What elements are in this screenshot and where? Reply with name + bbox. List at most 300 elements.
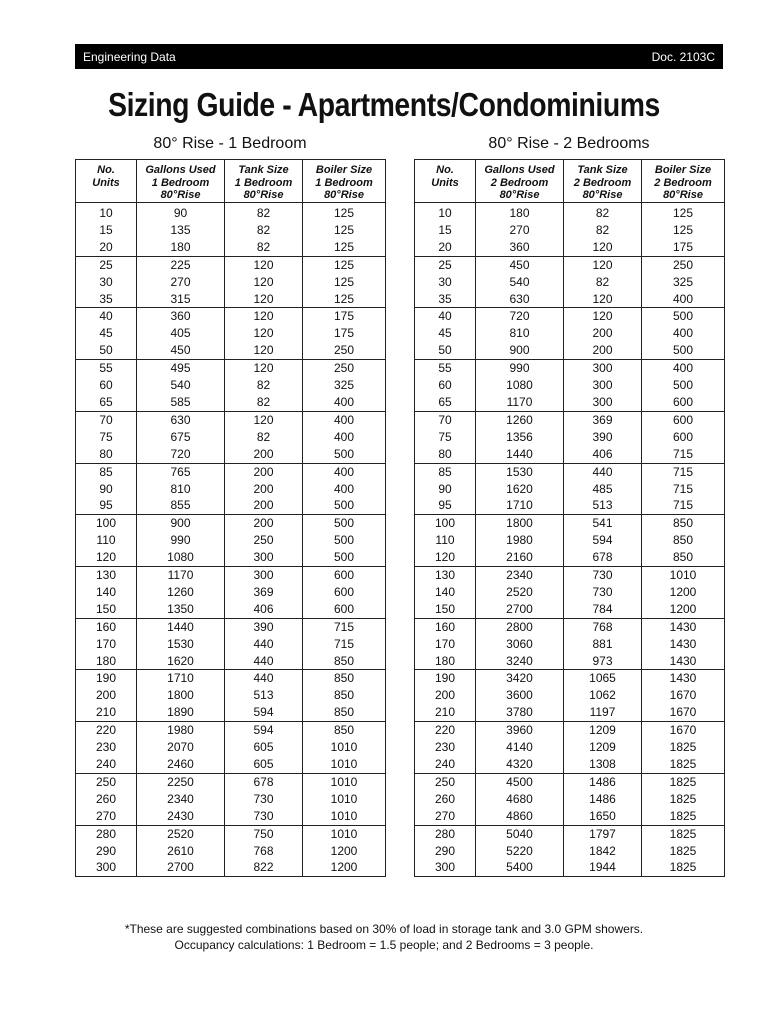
- table-cell: 1797: [564, 825, 642, 842]
- table-row: [76, 446, 386, 463]
- table-cell: 440: [225, 670, 303, 687]
- table-row: [76, 704, 386, 721]
- table-row: [76, 859, 386, 876]
- table-row: [415, 549, 725, 566]
- table-cell: 270: [76, 808, 137, 825]
- table-row: [415, 653, 725, 670]
- column-header-line: Gallons Used: [484, 164, 555, 176]
- table-cell: 730: [225, 808, 303, 825]
- table-cell: 120: [225, 342, 303, 359]
- table-cell: 1980: [476, 532, 564, 549]
- table-1-subtitle: 80° Rise - 1 Bedroom: [153, 135, 307, 152]
- table-cell: 130: [415, 567, 476, 584]
- column-header-line: 80°Rise: [243, 189, 284, 201]
- table-row: [415, 567, 725, 584]
- table-cell: 1010: [303, 825, 386, 842]
- table-cell: 715: [642, 463, 725, 480]
- column-header-line: Boiler Size: [654, 164, 712, 176]
- table-cell: 70: [76, 411, 137, 428]
- table-cell: 95: [76, 497, 137, 514]
- table-cell: 2800: [476, 618, 564, 635]
- table-cell: 270: [476, 222, 564, 239]
- table-row: [415, 722, 725, 739]
- table-cell: 1620: [137, 653, 225, 670]
- table-header-row: [76, 160, 386, 203]
- table-cell: 810: [137, 481, 225, 498]
- table-cell: 500: [303, 515, 386, 532]
- table-cell: 220: [415, 722, 476, 739]
- table-cell: 540: [137, 377, 225, 394]
- table-cell: 180: [476, 205, 564, 222]
- table-row: [76, 342, 386, 359]
- table-cell: 594: [225, 704, 303, 721]
- table-cell: 1430: [642, 618, 725, 635]
- table-cell: 120: [225, 256, 303, 273]
- table-row: [76, 653, 386, 670]
- table-cell: 600: [642, 429, 725, 446]
- table-cell: 120: [564, 256, 642, 273]
- table-cell: 2250: [137, 773, 225, 790]
- table-cell: 250: [303, 342, 386, 359]
- table-cell: 120: [225, 360, 303, 377]
- table-cell: 440: [225, 636, 303, 653]
- table-cell: 678: [564, 549, 642, 566]
- table-cell: 325: [303, 377, 386, 394]
- column-header-line: 80°Rise: [324, 189, 364, 201]
- table-cell: 200: [564, 325, 642, 342]
- table-cell: 60: [76, 377, 137, 394]
- table-cell: 240: [415, 756, 476, 773]
- table-cell: 110: [76, 532, 137, 549]
- table-cell: 290: [76, 843, 137, 860]
- document-number: Doc. 2103C: [651, 49, 715, 64]
- table-cell: 130: [76, 567, 137, 584]
- table-cell: 80: [415, 446, 476, 463]
- table-cell: 1080: [137, 549, 225, 566]
- table-cell: 850: [303, 722, 386, 739]
- table-cell: 1010: [303, 791, 386, 808]
- table-cell: 715: [303, 636, 386, 653]
- table-row: [415, 859, 725, 876]
- table-cell: 4320: [476, 756, 564, 773]
- table-cell: 1260: [137, 584, 225, 601]
- table-row: [415, 291, 725, 308]
- table-row: [415, 429, 725, 446]
- table-cell: 2700: [476, 601, 564, 618]
- table-row: [415, 239, 725, 256]
- table-cell: 55: [76, 360, 137, 377]
- table-row: [76, 360, 386, 377]
- table-cell: 1197: [564, 704, 642, 721]
- table-cell: 1170: [476, 394, 564, 411]
- table-cell: 82: [225, 205, 303, 222]
- table-cell: 2520: [476, 584, 564, 601]
- table-row: [415, 515, 725, 532]
- table-cell: 120: [225, 274, 303, 291]
- table-cell: 260: [76, 791, 137, 808]
- table-cell: 300: [564, 377, 642, 394]
- table-cell: 40: [415, 308, 476, 325]
- table-cell: 175: [303, 308, 386, 325]
- column-header-line: 2 Bedroom: [490, 176, 549, 189]
- table-cell: 1010: [303, 773, 386, 790]
- table-cell: 25: [415, 256, 476, 273]
- table-cell: 881: [564, 636, 642, 653]
- table-cell: 1200: [642, 601, 725, 618]
- table-cell: 230: [76, 739, 137, 756]
- table-cell: 495: [137, 360, 225, 377]
- table-cell: 720: [476, 308, 564, 325]
- table-row: [76, 808, 386, 825]
- table-cell: 440: [564, 463, 642, 480]
- table-cell: 35: [415, 291, 476, 308]
- table-cell: 600: [642, 394, 725, 411]
- table-row: [415, 256, 725, 273]
- table-cell: 1825: [642, 756, 725, 773]
- table-cell: 200: [225, 481, 303, 498]
- table-cell: 485: [564, 481, 642, 498]
- column-header-line: 2 Bedroom: [573, 176, 632, 189]
- table-cell: 160: [76, 618, 137, 635]
- table-cell: 1010: [303, 808, 386, 825]
- table-cell: 125: [303, 239, 386, 256]
- column-header: [225, 160, 303, 203]
- table-cell: 50: [76, 342, 137, 359]
- table-cell: 678: [225, 773, 303, 790]
- table-cell: 730: [225, 791, 303, 808]
- table-row: [76, 532, 386, 549]
- table-cell: 35: [76, 291, 137, 308]
- column-header: [564, 160, 642, 203]
- table-cell: 250: [225, 532, 303, 549]
- table-cell: 2070: [137, 739, 225, 756]
- table-cell: 125: [303, 205, 386, 222]
- table-cell: 500: [642, 342, 725, 359]
- table-row: [415, 756, 725, 773]
- table-row: [76, 394, 386, 411]
- table-row: [415, 825, 725, 842]
- table-row: [76, 325, 386, 342]
- table-cell: 3780: [476, 704, 564, 721]
- table-row: [76, 515, 386, 532]
- table-cell: 850: [642, 532, 725, 549]
- table-cell: 125: [303, 222, 386, 239]
- table-cell: 1980: [137, 722, 225, 739]
- table-cell: 784: [564, 601, 642, 618]
- table-cell: 540: [476, 274, 564, 291]
- table-row: [76, 773, 386, 790]
- table-row: [76, 256, 386, 273]
- table-cell: 1825: [642, 808, 725, 825]
- table-cell: 715: [642, 446, 725, 463]
- column-header: [642, 160, 725, 203]
- table-cell: 1710: [137, 670, 225, 687]
- table-cell: 20: [76, 239, 137, 256]
- table-cell: 850: [642, 549, 725, 566]
- table-cell: 120: [225, 291, 303, 308]
- table-row: [415, 739, 725, 756]
- sizing-table-2-bedrooms: [414, 159, 725, 877]
- table-cell: 260: [415, 791, 476, 808]
- table-cell: 1800: [137, 687, 225, 704]
- table-row: [76, 205, 386, 222]
- column-header-line: Tank Size: [238, 164, 289, 176]
- table-cell: 3240: [476, 653, 564, 670]
- table-cell: 600: [303, 584, 386, 601]
- column-header-line: No.: [97, 164, 115, 176]
- table-cell: 4140: [476, 739, 564, 756]
- table-cell: 240: [76, 756, 137, 773]
- table-row: [415, 687, 725, 704]
- table-cell: 1670: [642, 687, 725, 704]
- table-cell: 50: [415, 342, 476, 359]
- table-row: [415, 481, 725, 498]
- table-cell: 390: [225, 618, 303, 635]
- table-cell: 1842: [564, 843, 642, 860]
- table-cell: 82: [225, 377, 303, 394]
- table-cell: 1065: [564, 670, 642, 687]
- table-cell: 822: [225, 859, 303, 876]
- table-cell: 600: [303, 567, 386, 584]
- table-cell: 20: [415, 239, 476, 256]
- table-row: [415, 773, 725, 790]
- table-cell: 2340: [476, 567, 564, 584]
- page-title: Sizing Guide - Apartments/Condominiums: [108, 86, 660, 123]
- table-cell: 110: [415, 532, 476, 549]
- table-cell: 630: [476, 291, 564, 308]
- table-cell: 630: [137, 411, 225, 428]
- column-header-line: 80°Rise: [499, 189, 540, 201]
- table-cell: 360: [476, 239, 564, 256]
- table-cell: 390: [564, 429, 642, 446]
- table-cell: 1825: [642, 791, 725, 808]
- column-header-line: 2 Bedroom: [654, 176, 712, 189]
- column-header-line: Boiler Size: [315, 164, 373, 176]
- table-cell: 1670: [642, 704, 725, 721]
- table-cell: 1430: [642, 670, 725, 687]
- table-cell: 300: [225, 549, 303, 566]
- table-cell: 45: [415, 325, 476, 342]
- table-cell: 120: [415, 549, 476, 566]
- table-cell: 220: [76, 722, 137, 739]
- table-cell: 2430: [137, 808, 225, 825]
- table-cell: 125: [642, 205, 725, 222]
- table-row: [415, 670, 725, 687]
- table-cell: 300: [225, 567, 303, 584]
- table-cell: 4500: [476, 773, 564, 790]
- table-cell: 4680: [476, 791, 564, 808]
- table-cell: 85: [415, 463, 476, 480]
- table-cell: 125: [303, 291, 386, 308]
- table-cell: 175: [642, 239, 725, 256]
- table-row: [415, 532, 725, 549]
- table-cell: 315: [137, 291, 225, 308]
- table-row: [415, 411, 725, 428]
- table-cell: 675: [137, 429, 225, 446]
- table-cell: 1010: [303, 739, 386, 756]
- column-header-line: Units: [431, 176, 459, 189]
- table-cell: 120: [225, 325, 303, 342]
- table-cell: 160: [415, 618, 476, 635]
- table-cell: 810: [476, 325, 564, 342]
- table-row: [76, 481, 386, 498]
- table-cell: 594: [225, 722, 303, 739]
- table-cell: 594: [564, 532, 642, 549]
- table-cell: 1200: [642, 584, 725, 601]
- table-row: [76, 756, 386, 773]
- table-row: [415, 308, 725, 325]
- table-cell: 55: [415, 360, 476, 377]
- table-row: [76, 239, 386, 256]
- table-row: [415, 205, 725, 222]
- table-cell: 1260: [476, 411, 564, 428]
- table-cell: 250: [76, 773, 137, 790]
- table-cell: 200: [225, 497, 303, 514]
- table-row: [76, 670, 386, 687]
- table-row: [415, 497, 725, 514]
- table-cell: 300: [415, 859, 476, 876]
- table-cell: 170: [415, 636, 476, 653]
- table-cell: 1209: [564, 722, 642, 739]
- table-row: [76, 825, 386, 842]
- table-row: [415, 808, 725, 825]
- table-cell: 200: [225, 446, 303, 463]
- table-cell: 82: [225, 239, 303, 256]
- table-cell: 730: [564, 567, 642, 584]
- table-cell: 180: [415, 653, 476, 670]
- table-cell: 2610: [137, 843, 225, 860]
- table-cell: 1825: [642, 825, 725, 842]
- table-row: [76, 739, 386, 756]
- table-cell: 1350: [137, 601, 225, 618]
- table-row: [76, 497, 386, 514]
- table-cell: 500: [303, 497, 386, 514]
- table-cell: 290: [415, 843, 476, 860]
- column-header: [137, 160, 225, 203]
- table-cell: 200: [225, 515, 303, 532]
- table-cell: 170: [76, 636, 137, 653]
- table-cell: 1010: [642, 567, 725, 584]
- table-cell: 768: [564, 618, 642, 635]
- table-cell: 95: [415, 497, 476, 514]
- table-row: [76, 687, 386, 704]
- table-cell: 190: [76, 670, 137, 687]
- table-cell: 3960: [476, 722, 564, 739]
- table-row: [76, 291, 386, 308]
- column-header-line: 1 Bedroom: [234, 176, 293, 189]
- table-cell: 120: [76, 549, 137, 566]
- column-header: [76, 160, 137, 203]
- table-cell: 5040: [476, 825, 564, 842]
- table-cell: 400: [642, 360, 725, 377]
- table-cell: 850: [303, 704, 386, 721]
- table-cell: 5220: [476, 843, 564, 860]
- table-cell: 280: [76, 825, 137, 842]
- table-cell: 75: [76, 429, 137, 446]
- table-cell: 200: [76, 687, 137, 704]
- table-cell: 1650: [564, 808, 642, 825]
- table-cell: 3060: [476, 636, 564, 653]
- table-cell: 45: [76, 325, 137, 342]
- table-cell: 200: [415, 687, 476, 704]
- table-cell: 1530: [476, 463, 564, 480]
- table-cell: 1062: [564, 687, 642, 704]
- table-row: [76, 567, 386, 584]
- table-row: [415, 704, 725, 721]
- table-cell: 250: [642, 256, 725, 273]
- table-cell: 82: [225, 222, 303, 239]
- table-cell: 210: [415, 704, 476, 721]
- table-cell: 400: [642, 325, 725, 342]
- table-cell: 1010: [303, 756, 386, 773]
- table-cell: 120: [564, 308, 642, 325]
- table-row: [415, 342, 725, 359]
- table-row: [415, 584, 725, 601]
- table-cell: 406: [564, 446, 642, 463]
- table-cell: 1825: [642, 739, 725, 756]
- table-cell: 1200: [303, 859, 386, 876]
- table-cell: 720: [137, 446, 225, 463]
- table-cell: 850: [303, 687, 386, 704]
- column-header-line: 1 Bedroom: [315, 176, 373, 189]
- table-cell: 5400: [476, 859, 564, 876]
- table-cell: 120: [225, 411, 303, 428]
- table-row: [415, 601, 725, 618]
- table-cell: 270: [415, 808, 476, 825]
- table-cell: 450: [137, 342, 225, 359]
- table-cell: 300: [564, 394, 642, 411]
- table-cell: 400: [303, 411, 386, 428]
- table-cell: 1486: [564, 791, 642, 808]
- table-cell: 3420: [476, 670, 564, 687]
- table-cell: 1944: [564, 859, 642, 876]
- sizing-table-1-bedroom: [75, 159, 386, 877]
- table-cell: 1825: [642, 859, 725, 876]
- table-cell: 400: [642, 291, 725, 308]
- table-cell: 1670: [642, 722, 725, 739]
- table-row: [76, 308, 386, 325]
- table-cell: 730: [564, 584, 642, 601]
- table-cell: 500: [642, 308, 725, 325]
- table-cell: 125: [303, 256, 386, 273]
- table-cell: 1825: [642, 773, 725, 790]
- table-cell: 1170: [137, 567, 225, 584]
- table-cell: 90: [76, 481, 137, 498]
- table-cell: 200: [564, 342, 642, 359]
- table-cell: 400: [303, 463, 386, 480]
- table-cell: 10: [415, 205, 476, 222]
- table-header-row: [415, 160, 725, 203]
- table-cell: 175: [303, 325, 386, 342]
- table-row: [76, 274, 386, 291]
- column-header-line: 80°Rise: [663, 189, 703, 201]
- table-cell: 30: [415, 274, 476, 291]
- table-row: [415, 636, 725, 653]
- table-cell: 140: [415, 584, 476, 601]
- table-row: [415, 463, 725, 480]
- table-cell: 230: [415, 739, 476, 756]
- table-cell: 65: [415, 394, 476, 411]
- table-cell: 250: [415, 773, 476, 790]
- table-cell: 30: [76, 274, 137, 291]
- table-cell: 1440: [476, 446, 564, 463]
- table-cell: 300: [76, 859, 137, 876]
- table-cell: 850: [303, 653, 386, 670]
- table-cell: 715: [642, 497, 725, 514]
- column-header-line: No.: [436, 164, 454, 176]
- table-cell: 1620: [476, 481, 564, 498]
- table-row: [415, 222, 725, 239]
